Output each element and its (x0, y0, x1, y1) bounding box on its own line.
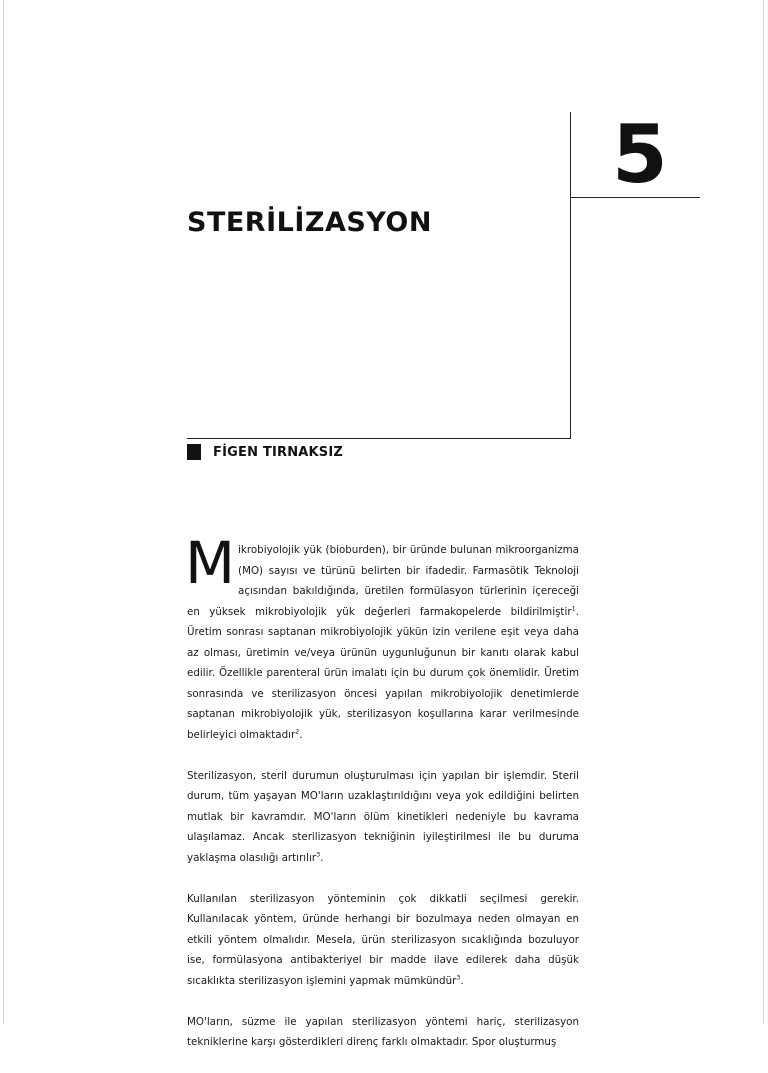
chapter-vertical-rule (570, 112, 571, 439)
paragraph-4-text: MO'ların, süzme ile yapılan sterilizasyon yöntemi hariç, sterilizasyon tekniklerine karşı gösterdikleri direnç farklı olmaktadır. Spor oluşturmuş (187, 1015, 579, 1048)
chapter-title: STERİLİZASYON (187, 207, 432, 238)
author-bullet-square (187, 444, 201, 460)
author-name: FİGEN TIRNAKSIZ (213, 444, 344, 460)
page-edge-left (3, 0, 4, 1024)
footnote-ref[interactable]: 3 (456, 973, 461, 982)
paragraph-1 (185, 529, 579, 745)
author-row (187, 442, 343, 462)
author-rule (187, 438, 571, 439)
paragraph-3-end: . (460, 974, 464, 987)
body-text (185, 529, 579, 1073)
paragraph-3 (187, 889, 579, 992)
paragraph-2-end: . (320, 851, 324, 864)
footnote-ref[interactable]: 3 (316, 850, 321, 859)
chapter-number: 5 (612, 108, 668, 201)
drop-cap: M (185, 529, 236, 597)
paragraph-4 (187, 1012, 579, 1053)
footnote-ref[interactable]: 1 (571, 604, 576, 613)
paragraph-1-end: . (299, 728, 303, 741)
footnote-ref[interactable]: 2 (295, 727, 300, 736)
paragraph-2 (187, 766, 579, 869)
paragraph-1-text: ikrobiyolojik yük (bioburden), bir üründe bulunan mikroorganizma (MO) sayısı ve türünü belirten bir ifadedir. Farmasötik Teknoloji açısından bakıldığında, üretilen formülasyon türlerinin içereceği en yüksek mikrobiyolojik yük değerleri farmakopelerde bildirilmiştir (187, 544, 579, 618)
paragraph-2-text: Sterilizasyon, steril durumun oluşturulması için yapılan bir işlemdir. Steril durum, tüm yaşayan MO'ların uzaklaştırıldığını veya yok edildiğini belirten mutlak bir kavramdır. MO'ların ölüm kinetikleri nedeniyle bu kavrama ulaşılamaz. Ancak sterilizasyon tekniğinin iyileştirilmesi ile bu duruma yaklaşma olasılığı artırılır (187, 769, 579, 864)
paragraph-3-text: Kullanılan sterilizasyon yönteminin çok dikkatli seçilmesi gerekir. Kullanılacak yöntem, üründe herhangi bir bozulmaya neden olmayan en etkili yöntem olmalıdır. Mesela, ürün sterilizasyon sıcaklığında bozuluyor ise, formülasyona antibakteriyel bir madde ilave edilerek daha düşük sıcaklıkta sterilizasyon işlemini yapmak mümkündür (187, 892, 579, 987)
paragraph-1-text-cont: . Üretim sonrası saptanan mikrobiyolojik yükün izin verilene eşit veya daha az olması, üretimin ve/veya ürünün uygunluğunun bir kanıtı olarak kabul edilir. Özellikle parenteral ürün imalatı için bu durum çok önemlidir. Üretim sonrasında ve sterilizasyon öncesi yapılan mikrobiyolojik denetimlerde saptanan mikrobiyolojik yük, sterilizasyon koşullarına karar verilmesinde belirleyici olmaktadır (187, 605, 579, 741)
page-edge-right (763, 0, 764, 1024)
